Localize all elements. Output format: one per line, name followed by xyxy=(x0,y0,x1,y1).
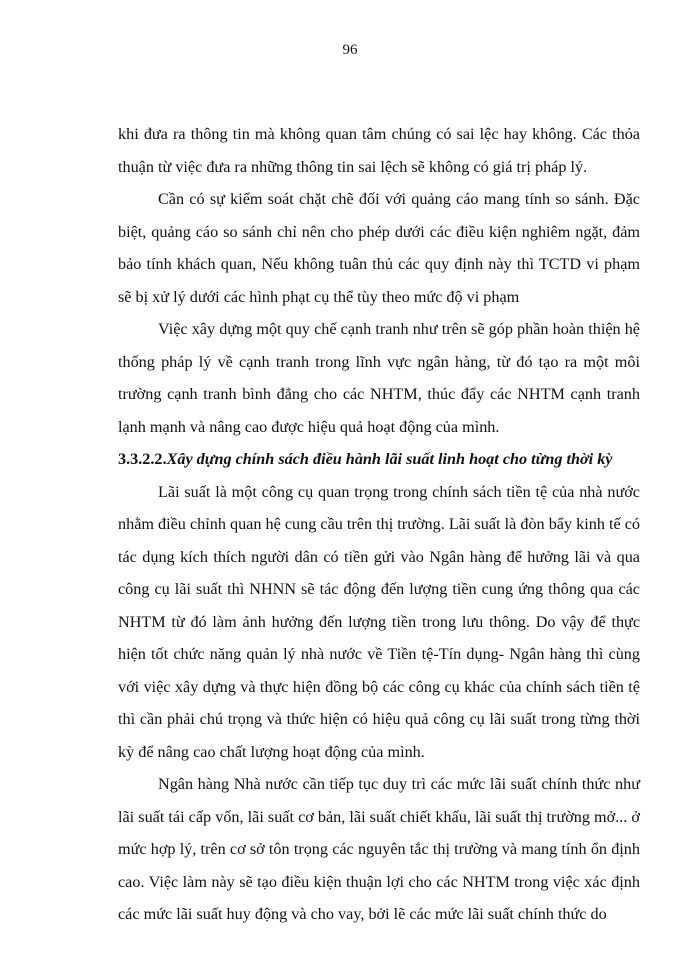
paragraph: Lãi suất là một công cụ quan trọng trong chính sách tiền tệ của nhà nước nhằm điều chỉnh quan hệ cung cầu trên thị trường. Lãi suất là đòn bẩy kinh tế có tác dụng kích thích người dân có tiền gửi vào Ngân hàng để hưởng lãi và qua công cụ lãi suất thì NHNN sẽ tác động đến lượng tiền cung ứng thông qua các NHTM từ đó làm ảnh hưởng đến lượng tiền trong lưu thông. Do vậy để thực hiện tốt chức năng quản lý nhà nước về Tiền tệ-Tín dụng- Ngân hàng thì cùng với việc xây dựng và thực hiện đồng bộ các công cụ khác của chính sách tiền tệ thì cần phải chú trọng và thức hiện có hiệu quả công cụ lãi suất trong từng thời kỳ để nâng cao chất lượng hoạt động của mình. xyxy=(118,482,640,761)
paragraph: Việc xây dựng một quy chế cạnh tranh như trên sẽ góp phần hoàn thiện hệ thống pháp lý về cạnh tranh trong lĩnh vực ngân hàng, từ đó tạo ra một môi trường cạnh tranh bình đẳng cho các NHTM, thúc đẩy các NHTM cạnh tranh lạnh mạnh và nâng cao được hiệu quả hoạt động của mình. xyxy=(118,320,640,436)
section-title: Xây dựng chính sách điều hành lãi suất linh hoạt cho từng thời kỳ xyxy=(166,450,613,468)
paragraph: Cần có sự kiểm soát chặt chẽ đối với quảng cáo mang tính so sánh. Đặc biệt, quảng cáo so sánh chỉ nên cho phép dưới các điều kiện nghiêm ngặt, đảm bảo tính khách quan, Nếu không tuân thủ các quy định này thì TCTD vi phạm sẽ bị xử lý dưới các hình phạt cụ thể tùy theo mức độ vi phạm xyxy=(118,190,640,306)
paragraph: Ngân hàng Nhà nước cần tiếp tục duy trì các mức lãi suất chính thức như lãi suất tái cấp vốn, lãi suất cơ bản, lãi suất chiết khấu, lãi suất thị trường mở... ở mức hợp lý, trên cơ sở tôn trọng các nguyên tắc thị trường và mang tính ổn định cao. Việc làm này sẽ tạo điều kiện thuận lợi cho các NHTM trong việc xác định các mức lãi suất huy động và cho vay, bởi lẽ các mức lãi suất chính thức do xyxy=(118,775,640,923)
page-number: 96 xyxy=(342,42,358,58)
document-body xyxy=(118,118,640,931)
section-number: 3.3.2.2. xyxy=(118,450,167,468)
paragraph: khi đưa ra thông tin mà không quan tâm chúng có sai lệc hay không. Các thỏa thuận từ việc đưa ra những thông tin sai lệch sẽ không có giá trị pháp lý. xyxy=(118,125,640,176)
section-heading xyxy=(118,443,640,476)
